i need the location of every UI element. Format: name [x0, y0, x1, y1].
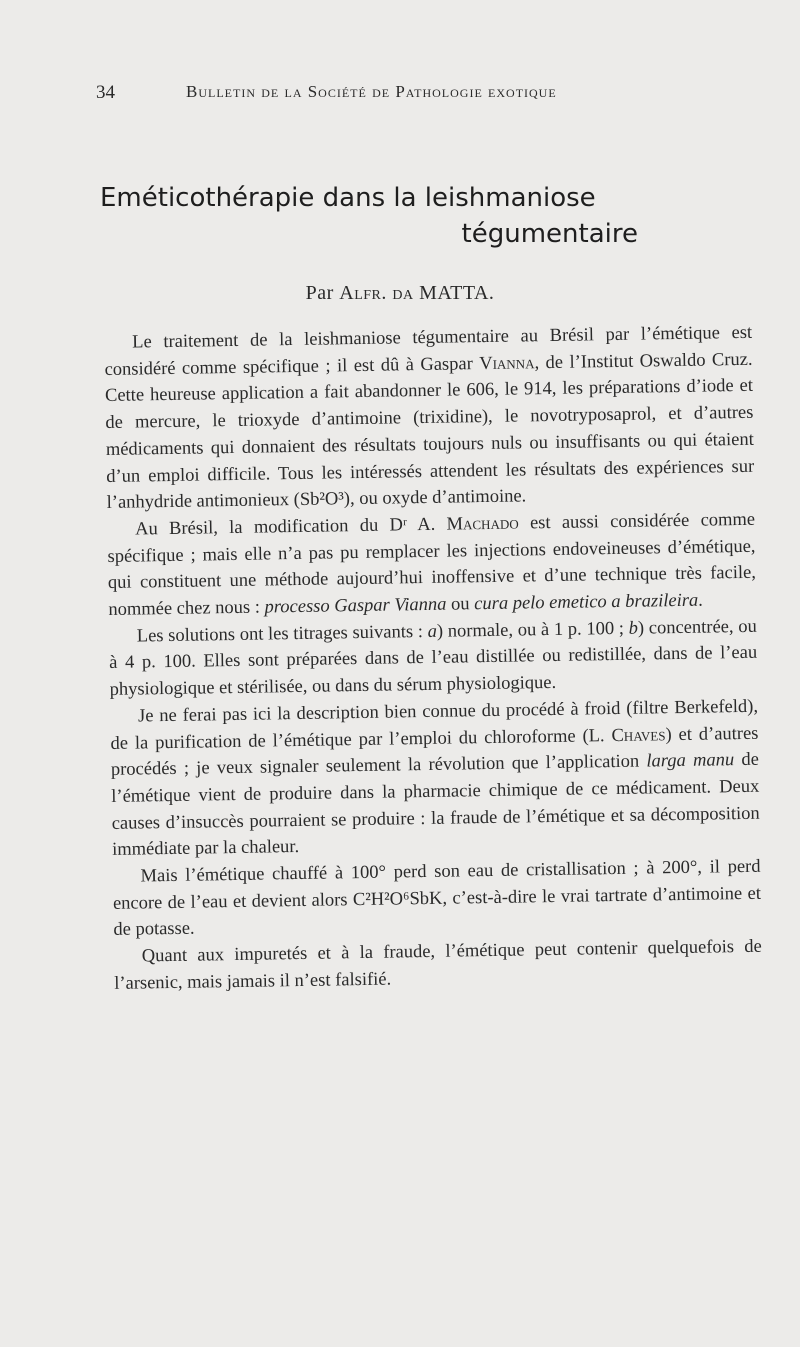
list-marker-a: a — [427, 621, 438, 642]
article-title-line-2: tégumentaire — [461, 219, 638, 249]
paragraph-2 — [107, 507, 757, 624]
paragraph-3 — [109, 614, 758, 704]
paragraph-4-text: Je ne ferai pas ici la description bien connue du procédé à froid (filtre Berkefeld), de la purification de l’émétique par l’emploi du chloroforme (L. — [110, 696, 759, 754]
paragraph-1-text-cont: , de l’Institut Oswaldo Cruz. Cette heureuse application a fait abandonner le 606, le 914, les préparations d’iode et de mercure, le trioxyde d’antimoine (trixidine), le novotryposaprol, et d’autres médicaments qui donnaient des résultats toujours nuls ou insuffisants ou qui étaient d’un emploi difficile. Tous les intéressés attendent les résultats des expériences sur l’anhydride antimonieux (Sb²O³), ou oxyde d’antimoine. — [104, 349, 755, 514]
author-name-chaves: Chaves — [611, 724, 666, 746]
byline-prefix: Par — [305, 282, 334, 304]
italic-term-larga-manu: larga manu — [646, 750, 735, 772]
paragraph-2-text-cont: est aussi considérée comme spécifique ; mais elle n’a pas pu remplacer les injections endoveineuses d’émétique, qui constituent une méthode aujourd’hui inoffensive et d’une technique très facile, nommée chez nous : — [107, 509, 757, 620]
author-name-machado: Machado — [446, 513, 519, 535]
article-title-line-1: Eméticothérapie dans la leishmaniose — [100, 183, 596, 213]
page-number: 34 — [96, 82, 115, 103]
paragraph-6: Quant aux impuretés et à la fraude, l’émétique peut contenir quelquefois de l’arsenic, mais jamais il n’est falsifié. — [114, 936, 762, 994]
paragraph-2-end: . — [698, 590, 703, 611]
author-byline — [0, 282, 800, 305]
paragraph-4-text-end: de l’émétique vient de produire dans la pharmacie chimique de ce médicament. Deux causes d’insuccès pourraient se produire : la fraude de l’émétique et sa décomposition immédiate par la chaleur. — [111, 750, 760, 861]
article-body — [104, 320, 762, 998]
paragraph-3-text-cont: ) normale, ou à 1 p. 100 ; — [436, 618, 629, 642]
article-title — [100, 183, 660, 249]
paragraph-2-text: Au Brésil, la modification du Dʳ A. — [134, 514, 447, 540]
paragraph-2-text-or: ou — [446, 594, 475, 615]
journal-title: Bulletin de la Société de Pathologie exotique — [186, 82, 557, 101]
paragraph-5: Mais l’émétique chauffé à 100° perd son eau de cristallisation ; à 200°, il perd encore de l’eau et devient alors C²H²O⁶SbK, c’est-à-dire le vrai tartrate d’antimoine et de potasse. — [112, 856, 762, 941]
list-marker-b: b — [628, 618, 639, 639]
paragraph-3-text-end: ) concentrée, ou à 4 p. 100. Elles sont préparées dans de l’eau distillée ou redistillée, dans de l’eau physiologique et stérilisée, ou dans du sérum physiologique. — [109, 616, 758, 701]
author-initial: Alfr. da — [339, 282, 414, 304]
author-name-vianna: Vianna — [479, 352, 535, 374]
paragraph-4-text-cont: ) et d’autres procédés ; je veux signaler seulement la révolution que l’application — [110, 723, 759, 781]
author-surname: MATTA. — [419, 282, 495, 304]
paragraph-3-text: Les solutions ont les titrages suivants : — [136, 621, 428, 647]
italic-term-processo: processo Gaspar Vianna — [264, 594, 447, 618]
italic-term-cura: cura pelo emetico a brazileira — [474, 590, 699, 615]
paragraph-1 — [104, 320, 755, 517]
running-head — [96, 82, 656, 112]
paragraph-4 — [110, 694, 760, 864]
paragraph-1-text: Le traitement de la leishmaniose tégumentaire au Brésil par l’émétique est considéré comme spécifique ; il est dû à Gaspar — [104, 322, 753, 380]
